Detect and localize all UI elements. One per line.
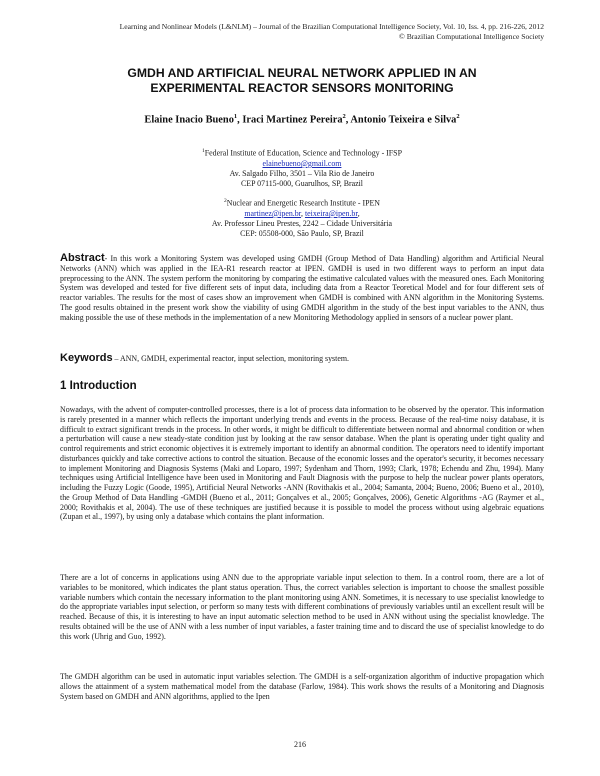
author-name: Antonio Teixeira e Silva xyxy=(350,114,457,126)
email-link[interactable]: elainebueno@gmail.com xyxy=(262,158,342,168)
abstract-text: - In this work a Monitoring System was developed using GMDH (Group Method of Data Handling) algorithm and Artificial Neural Networks (ANN) which was applied in the IEA-R1 research reactor at IPEN. GMDH is used in two different ways to perform an input data preprocessing to the ANN. The system perform the monitoring by comparing the estimative calculated values with the measured ones. Each Monitoring System was developed and tested for five different sets of input data, including data from a Reactor Teoretical Model and for four different sets of reactor variables. The results for the most of cases show an improvement when GMDH is combined with ANN algorithm in the Monitoring Systems. The good results obtained in the present work show the viability of using GMDH algorithm in the study of the best input variables to the ANN, thus making possible the use of these methods in the implementation of a new Monitoring Methodology applied in sensors of a nuclear power plant. xyxy=(60,254,544,322)
author-separator: , xyxy=(237,114,243,126)
title-line-1: GMDH AND ARTIFICIAL NEURAL NETWORK APPLIED IN AN xyxy=(127,66,477,80)
keywords-text: – ANN, GMDH, experimental reactor, input selection, monitoring system. xyxy=(112,354,349,363)
email-separator: , xyxy=(301,208,305,218)
affil-address: Av. Salgado Filho, 3501 – Vila Rio de Janeiro xyxy=(229,169,375,179)
author-affil-mark: 2 xyxy=(342,113,346,120)
keywords-label: Keywords xyxy=(60,352,113,364)
author-separator: , xyxy=(345,114,351,126)
author-affil-mark: 1 xyxy=(233,113,238,120)
affil-mark: 1 xyxy=(202,148,205,154)
section-heading: 1 Introduction xyxy=(60,380,137,392)
paragraph: There are a lot of concerns in applications using ANN due to the appropriate variable input selection to them. In a control room, there are a lot of variables to be monitored, which indicates the plant status operation. Thus, the correct variables selection is important to choose the smallest possible variable numbers which contain the necessary information to the plant monitoring using ANN. Sometimes, it is necessary to use specialist knowledge to do the appropriate variables input selection, or perform so many tests with different combinations of previously variables until an excellent result will be reached. Because of this, it is interesting to have an input automatic selection method to be used in ANN without using the specialist knowledge. The results obtained will be the use of ANN with a less number of input variables, a faster training time and to discard the use of specialist knowledge to do this work (Uhrig and Guo, 1992). xyxy=(60,573,544,641)
abstract-label: Abstract xyxy=(60,252,105,264)
paragraph: Nowadays, with the advent of computer-controlled processes, there is a lot of process data information to be observed by the operator. This information is rarely presented in a manner which reflects the important underlying trends and events in the process. Because of the real-time noisy database, it is difficult to extract significant trends in the process. In other words, it might be difficult to differentiate between normal and abnormal condition or when a perturbation will cause a new steady-state condition just by looking at the raw sensor database. When the plant is operating under tight quality and control requirements and strict economic objectives it is extremely important to identify an abnormal condition. The operators need to identify important disturbances quickly and take corrective actions to control the situation. Because of the economic losses and the operator's security, it becomes necessary to implement Monitoring and Diagnosis Systems (Maki and Loparo, 1997; Sydenham and Thorn, 1993; Clark, 1978; Echendu and Zhu, 1994). Many techniques using Artificial Intelligence have been used in Monitoring and Fault Diagnosis with the purpose to help the nuclear power plants operators, including the Fuzzy Logic (Goode, 1995), Artificial Neural Networks -ANN (Rovithakis et al., 2004; Samanta, 2004; Bueno, 2006; Bueno et al., 2010), the Group Method of Data Handling -GMDH (Bueno et al., 2011; Gonçalves et al., 2005; Gonçalves, 2006), Genetic Algorithms -AG (Raymer et al., 2000; Rovithakis et al, 2004). The use of these techniques are justified because it is possible to model the process without using algebraic equations (Zupan et al., 1997), by using only a database which contains the plant information. xyxy=(60,405,544,522)
email-link[interactable]: teixeira@ipen.br xyxy=(304,208,358,218)
copyright-line: © Brazilian Computational Intelligence Society xyxy=(399,32,544,41)
abstract xyxy=(60,254,544,322)
author-name: Elaine Inacio Bueno xyxy=(144,114,234,126)
running-head xyxy=(60,22,544,42)
author-affil-mark: 2 xyxy=(456,113,460,120)
paragraph: The GMDH algorithm can be used in automatic input variables selection. The GMDH is a self-organization algorithm of inductive propagation which allows the attainment of a system mathematical model from the database (Farlow, 1984). This work shows the results of a Monitoring and Diagnosis System based on GMDH and ANN algorithms, applied to the Ipen xyxy=(60,672,544,701)
journal-citation: Learning and Nonlinear Models (L&NLM) – Journal of the Brazilian Computational Intelligence Society, Vol. 10, Iss. 4, pp. 216-226, 2012 xyxy=(119,22,544,31)
paper-title xyxy=(60,66,544,96)
email-end: , xyxy=(357,208,360,218)
affil-mark: 2 xyxy=(224,198,227,204)
affil-cep: CEP 07115-000, Guarulhos, SP, Brazil xyxy=(241,179,363,189)
affil-institution: Federal Institute of Education, Science and Technology - IFSP xyxy=(204,148,402,158)
title-line-2: EXPERIMENTAL REACTOR SENSORS MONITORING xyxy=(150,81,454,95)
email-link[interactable]: martinez@ipen.br xyxy=(244,208,301,218)
author-name: Iraci Martinez Pereira xyxy=(242,114,343,126)
author-list xyxy=(60,110,544,126)
affiliation-1 xyxy=(60,146,544,189)
affil-institution: Nuclear and Energetic Research Institute - IPEN xyxy=(226,198,380,208)
page-number: 216 xyxy=(294,740,306,749)
keywords xyxy=(60,354,544,364)
affiliation-2 xyxy=(60,196,544,239)
affil-address: Av. Professor Lineu Prestes, 2242 – Cidade Universitária xyxy=(211,219,393,229)
affil-cep: CEP: 05508-000, São Paulo, SP, Brazil xyxy=(240,229,364,239)
